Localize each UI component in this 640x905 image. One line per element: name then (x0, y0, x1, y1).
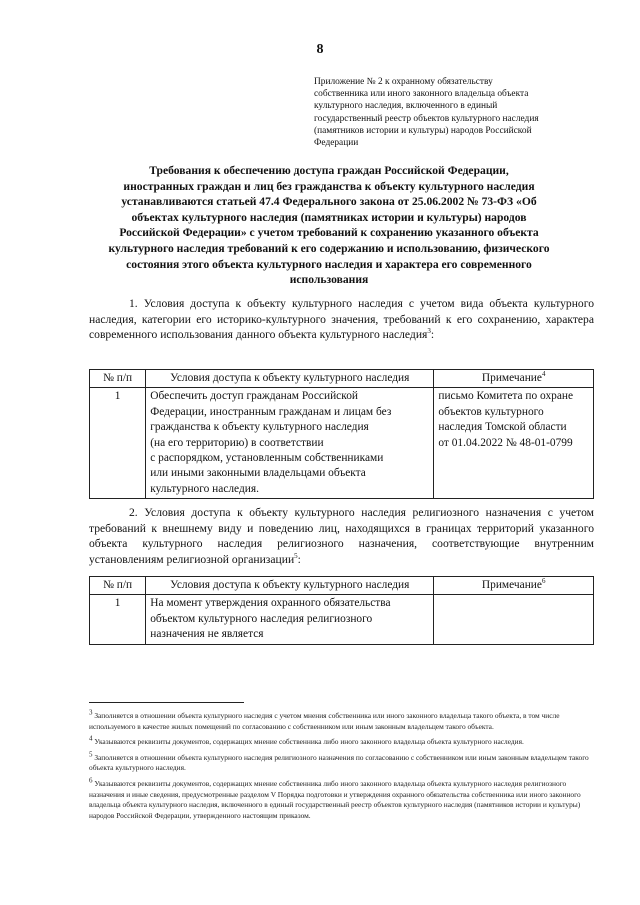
row-number: 1 (90, 595, 146, 644)
table-row (90, 388, 594, 499)
row-note (434, 388, 594, 499)
title-line: Требования к обеспечению доступа граждан Российской Федерации, (149, 164, 509, 177)
table-header-row (90, 370, 594, 388)
access-conditions-table (89, 369, 594, 499)
annex-line: Приложение № 2 к охранному обязательству (314, 77, 493, 87)
condition-line: или иными законными владельцами объекта (150, 467, 366, 480)
document-title (82, 163, 576, 288)
footnote-text: Указываются реквизиты документов, содержащих мнение собственника либо иного законного владельца объекта культурного наследия. (94, 737, 524, 747)
footnote-3 (89, 708, 594, 732)
footnote-mark: 5 (89, 750, 93, 759)
footnote-ref-3: 3 (427, 327, 431, 336)
footnote-6 (89, 776, 594, 821)
col-header-number: № п/п (90, 370, 146, 388)
footnote-mark: 6 (89, 776, 93, 785)
title-line: иностранных граждан и лиц без гражданства к объекту культурного наследия (123, 179, 535, 193)
condition-line: объектом культурного наследия религиозного (150, 612, 373, 625)
footnote-text: Заполняется в отношении объекта культурного наследия с учетом мнения собственника или иного законного владельца такого объекта, в том числе используемого в качестве жилых помещений по согласованию с собственником или иным законным владельцем такого объекта. (89, 711, 560, 731)
condition-line: назначения не является (150, 628, 264, 641)
section-2-text: 2. Условия доступа к объекту культурного наследия религиозного назначения с учетом требований к внешнему виду и поведению лиц, находящихся в границах территорий указанного объекта культурного наследия религиозного назначения, соответствующие внутренним установлениям религиозной организации (89, 506, 594, 566)
section-2-tail: : (297, 552, 301, 566)
title-line: состояния этого объекта культурного наследия и характера его современного (126, 257, 532, 271)
condition-line: гражданства к объекту культурного наследия (150, 421, 369, 434)
footnote-mark: 3 (89, 708, 93, 717)
condition-line: с распорядком, установленным собственниками (150, 452, 384, 465)
condition-line: (на его территорию) в соответствии (150, 436, 324, 449)
section-1-text: 1. Условия доступа к объекту культурного наследия с учетом вида объекта культурного наследия, категории его историко-культурного значения, требований к его сохранению, характера современного использования данного объекта культурного наследия (89, 297, 594, 341)
footnote-ref-5: 5 (294, 551, 298, 560)
footnote-text: Заполняется в отношении объекта культурного наследия религиозного назначения по согласованию с собственником или иным законным владельцем такого объекта культурного наследия. (89, 752, 589, 773)
note-label: Примечание (481, 372, 542, 384)
condition-line: Федерации, иностранным гражданам и лицам без (150, 405, 392, 418)
annex-line: (памятников истории и культуры) народов Российской (314, 125, 532, 136)
table-header-row (90, 577, 594, 595)
page-number: 8 (316, 42, 324, 57)
col-header-condition: Условия доступа к объекту культурного наследия (146, 370, 434, 388)
condition-line: На момент утверждения охранного обязательства (150, 597, 391, 610)
note-label: Примечание (481, 579, 542, 591)
col-header-condition: Условия доступа к объекту культурного наследия (146, 577, 434, 595)
row-note-empty (434, 595, 594, 644)
note-line: наследия Томской области (438, 421, 567, 434)
title-line: объектах культурного наследия (памятниках истории и культуры) народов (131, 210, 527, 224)
footnote-ref-4: 4 (541, 370, 546, 379)
title-line: устанавливаются статьей 47.4 Федерального закона от 25.06.2002 № 73-ФЗ «Об (121, 195, 537, 209)
condition-line: культурного наследия. (150, 482, 259, 495)
footnote-divider (89, 702, 244, 703)
condition-line: Обеспечить доступ гражданам Российской (150, 390, 358, 403)
note-line: объектов культурного (438, 405, 544, 418)
row-condition (146, 388, 434, 499)
annex-line: государственный реестр объектов культурного наследия (314, 113, 539, 124)
footnote-text: Указываются реквизиты документов, содержащих мнение собственника либо иного законного владельца объекта культурного наследия религиозного назначения и иные сведения, предусмотренные разделом V Порядка подготовки и утверждения охранного обязательства собственника или иного законного владельца объекта культурного наследия, включенного в единый государственный реестр объектов культурного наследия (памятников истории и культуры) народов Российской Федерации, утвержденного настоящим приказом. (89, 778, 581, 820)
annex-heading (314, 76, 606, 149)
religious-access-conditions-table (89, 576, 594, 645)
section-1-paragraph (89, 296, 594, 343)
footnote-ref-6: 6 (541, 577, 546, 586)
title-line: культурного наследия требований к его содержанию и использованию, физического (108, 241, 550, 255)
annex-line: собственника или иного законного владельца объекта (314, 89, 529, 100)
note-line: письмо Комитета по охране (438, 390, 574, 403)
section-1-tail: : (430, 328, 435, 341)
annex-line: культурного наследия, включенного в единый (314, 101, 498, 112)
footnote-4 (89, 734, 594, 748)
section-2-paragraph (89, 505, 594, 567)
title-line: использования (289, 273, 369, 287)
col-header-number: № п/п (90, 577, 146, 595)
title-line: Российской Федерации» с учетом требований к сохранению указанного объекта (119, 226, 539, 240)
footnote-mark: 4 (89, 734, 93, 743)
row-condition (146, 595, 434, 644)
row-number: 1 (90, 388, 146, 499)
col-header-note (434, 577, 594, 595)
footnote-5 (89, 750, 594, 774)
note-line: от 01.04.2022 № 48-01-0799 (438, 436, 573, 449)
annex-line: Федерации (314, 138, 359, 149)
footnotes (89, 702, 594, 826)
table-row (90, 595, 594, 644)
col-header-note (434, 370, 594, 388)
